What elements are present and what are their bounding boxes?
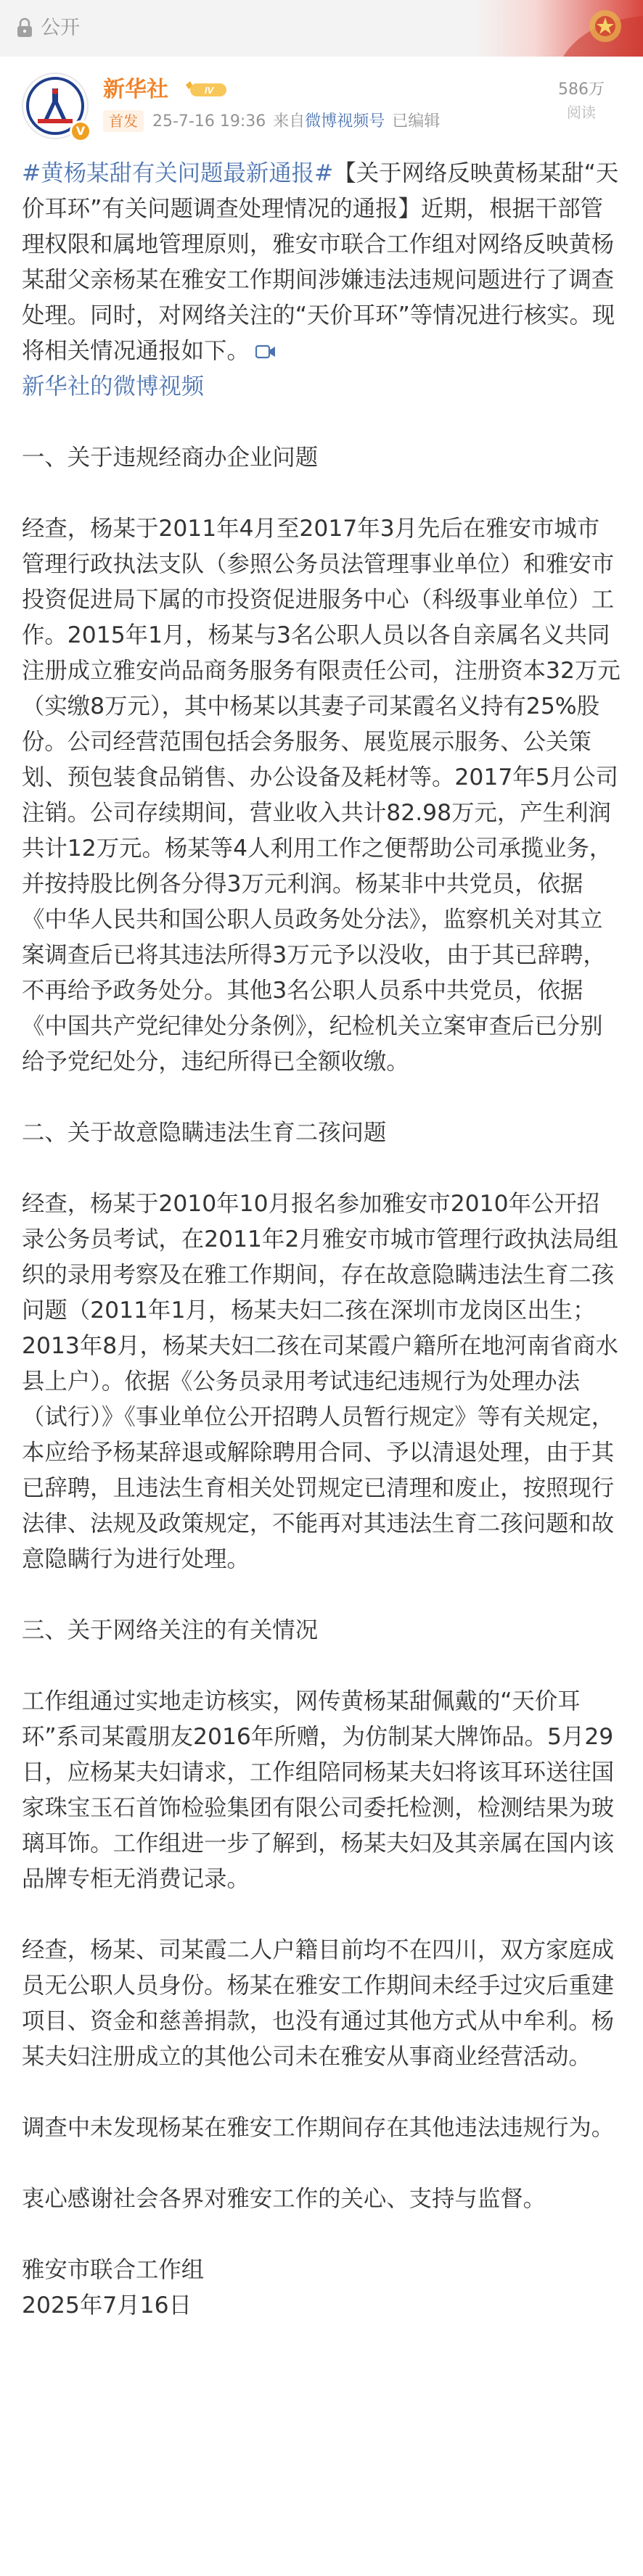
post-content (22, 156, 621, 2324)
section-3-paragraph-4: 衷心感谢社会各界对雅安工作的关心、支持与监督。 (22, 2186, 546, 2212)
level-badge-icon (183, 80, 228, 99)
signature-org: 雅安市联合工作组 (22, 2257, 205, 2283)
post-lead (22, 156, 621, 369)
post-time: 25-7-16 19:36 (152, 112, 266, 131)
national-emblem-banner (476, 0, 643, 57)
hashtag-link[interactable]: #黄杨某甜有关问题最新通报# (22, 160, 334, 186)
author-name[interactable]: 新华社 (103, 77, 168, 102)
section-1-paragraph: 经查，杨某于2011年4月至2017年3月先后在雅安市城市管理行政执法支队（参照公务员法管理事业单位）和雅安市投资促进局下属的市投资促进服务中心（科级事业单位）工作。2015年1月，杨某与3名公职人员以各自亲属名义共同注册成立雅安尚品商务服务有限责任公司，注册资本32万元（实缴8万元），其中杨某以其妻子司某霞名义持有25%股份。公司经营范围包括会务服务、展览展示服务、公关策划、预包装食品销售、办公设备及耗材等。2017年5月公司注销。公司存续期间，营业收入共计82.98万元，产生利润共计12万元。杨某等4人利用工作之便帮助公司承揽业务，并按持股比例各分得3万元利润。杨某非中共党员，依据《中华人民共和国公职人员政务处分法》，监察机关对其立案调查后已将其违法所得3万元予以没收，由于其已辞聘，不再给予政务处分。其他3名公职人员系中共党员，依据《中国共产党纪律处分条例》，纪检机关立案审查后已分别给予党纪处分，违纪所得已全额收缴。 (22, 516, 621, 1075)
section-heading-2: 二、关于故意隐瞒违法生育二孩问题 (22, 1120, 387, 1146)
verified-badge-icon: V (70, 120, 91, 142)
first-release-tag: 首发 (103, 110, 144, 132)
section-heading-1: 一、关于违规经商办企业问题 (22, 445, 319, 471)
lead-text: 【关于网络反映黄杨某甜“天价耳环”有关问题调查处理情况的通报】近期，根据干部管理权限和属地管理原则，雅安市联合工作组对网络反映黄杨某甜父亲杨某在雅安工作期间涉嫌违法违规问题进行了调查处理。同时，对网络关注的“天价耳环”等情况进行核实。现将相关情况通报如下。 (22, 160, 619, 364)
read-count-label: 阅读 (567, 104, 596, 121)
read-count-number: 586万 (558, 80, 605, 99)
section-3-paragraph-3: 调查中未发现杨某在雅安工作期间存在其他违法违规行为。 (22, 2115, 615, 2141)
level-text: IV (204, 85, 214, 96)
section-2-paragraph: 经查，杨某于2010年10月报名参加雅安市2010年公开招录公务员考试，在2011年2月雅安市城市管理行政执法局组织的录用考察及在雅工作期间，存在故意隐瞒违法生育二孩问题（2011年1月，杨某夫妇二孩在深圳市龙岗区出生；2013年8月，杨某夫妇二孩在司某霞户籍所在地河南省商水县上户）。依据《公务员录用考试违纪违规行为处理办法（试行）》《事业单位公开招聘人员暂行规定》等有关规定，本应给予杨某辞退或解除聘用合同、予以清退处理，由于其已辞聘，且违法生育相关处罚规定已清理和废止，按照现行法律、法规及政策规定，不能再对其违法生育二孩问题和故意隐瞒行为进行处理。 (22, 1191, 618, 1572)
video-icon (255, 344, 276, 360)
section-heading-3: 三、关于网络关注的有关情况 (22, 1617, 319, 1643)
signature-date: 2025年7月16日 (22, 2292, 192, 2319)
lock-icon (16, 17, 33, 38)
section-3-paragraph-1: 工作组通过实地走访核实，网传黄杨某甜佩戴的“天价耳环”系司某霞朋友2016年所赠，为仿制某大牌饰品。5月29日，应杨某夫妇请求，工作组陪同杨某夫妇将该耳环送往国家珠宝玉石首饰检验集团有限公司委托检测，检测结果为玻璃耳饰。工作组进一步了解到，杨某夫妇及其亲属在国内该品牌专柜无消费记录。 (22, 1688, 615, 1892)
read-count (541, 78, 621, 123)
source-prefix: 来自 (273, 112, 306, 131)
video-link-text[interactable]: 新华社的微博视频 (22, 373, 205, 400)
section-3-paragraph-2: 经查，杨某、司某霞二人户籍目前均不在四川，双方家庭成员无公职人员身份。杨某在雅安工作期间未经手过灾后重建项目、资金和慈善捐款，也没有通过其他方式从中牟利。杨某夫妇注册成立的其他公司未在雅安从事商业经营活动。 (22, 1937, 615, 2070)
post-meta (103, 110, 447, 134)
source-link[interactable]: 微博视频号 (305, 112, 385, 131)
video-link[interactable] (22, 369, 621, 405)
visibility-label: 公开 (41, 17, 80, 39)
visibility-bar (0, 0, 643, 57)
edited-label: 已编辑 (392, 112, 441, 131)
